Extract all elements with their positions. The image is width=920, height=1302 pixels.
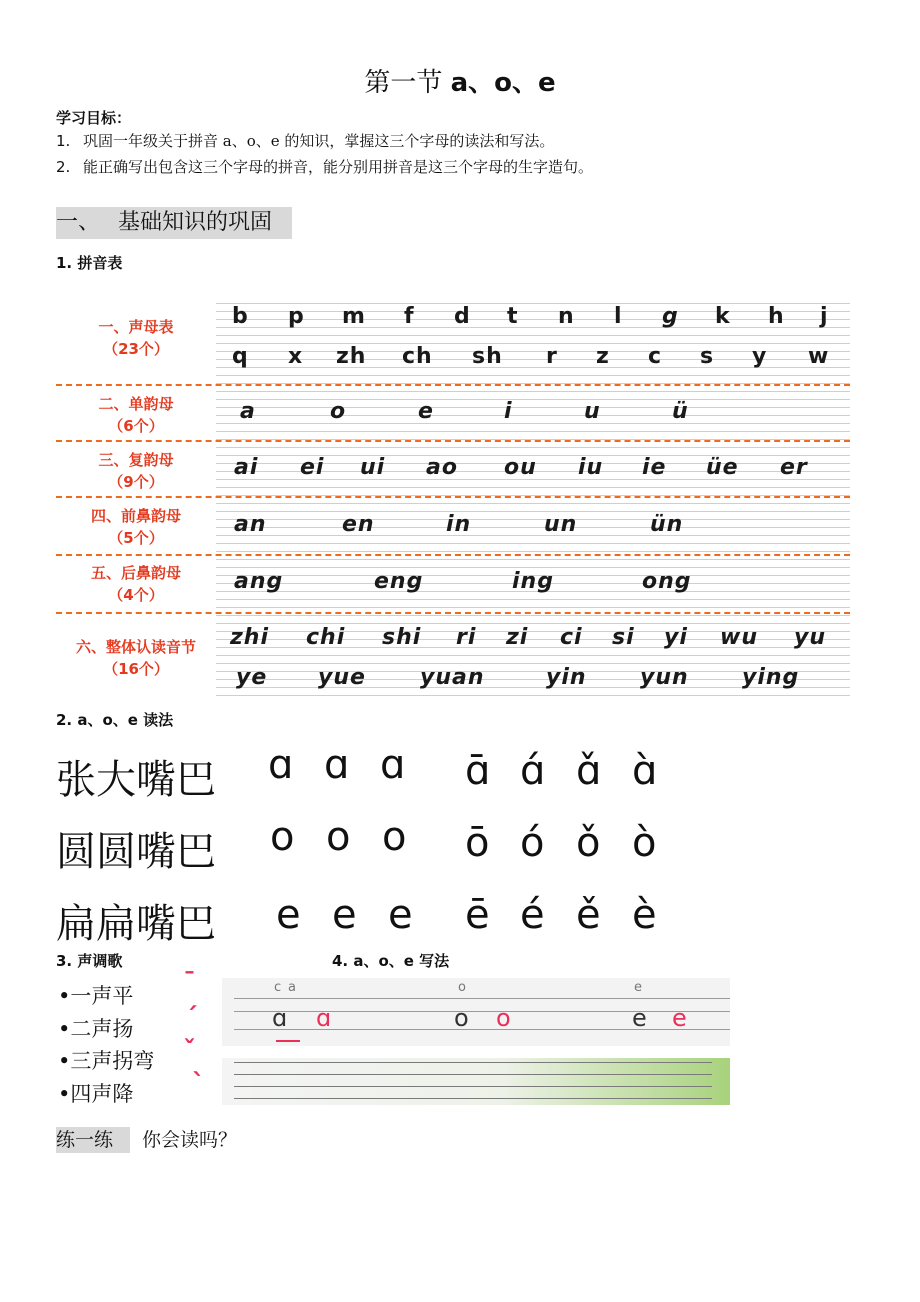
group-label bbox=[56, 505, 216, 549]
subheading-writing: 4. a、o、e 写法 bbox=[332, 952, 450, 970]
group-label bbox=[56, 636, 216, 680]
group-name: 二、单韵母 bbox=[98, 395, 174, 413]
third-tone-mark-icon: ˇ bbox=[183, 1036, 196, 1066]
pinyin-cell: ui bbox=[360, 455, 386, 480]
toned-letter: ō bbox=[465, 820, 490, 866]
tone-song-line: •三声拐弯 bbox=[58, 1049, 155, 1073]
group-count: （5个） bbox=[108, 529, 164, 547]
group-label bbox=[56, 449, 216, 493]
practice-prompt: 你会读吗？ bbox=[142, 1129, 238, 1151]
model-letter: e bbox=[632, 1004, 647, 1032]
pinyin-cell: chi bbox=[306, 625, 346, 650]
tone-song-line: •四声降 bbox=[58, 1082, 134, 1106]
pinyin-cell: g bbox=[662, 304, 679, 329]
group-count: （9个） bbox=[108, 473, 164, 491]
objective-text: 能正确写出包含这三个字母的拼音，能分别用拼音是这三个字母的生字造句。 bbox=[83, 158, 594, 176]
tone-song-line: •二声扬 bbox=[58, 1017, 134, 1041]
pinyin-cell: yun bbox=[640, 665, 689, 690]
fourth-tone-mark-icon: ˋ bbox=[192, 1069, 205, 1099]
objective-num: 1. bbox=[56, 132, 71, 150]
group-name: 三、复韵母 bbox=[98, 451, 174, 469]
pinyin-cell: ri bbox=[456, 625, 477, 650]
pinyin-cell: c bbox=[648, 344, 663, 369]
divider bbox=[56, 496, 850, 498]
plain-letter: o bbox=[270, 814, 295, 860]
pinyin-cell: ong bbox=[642, 569, 692, 594]
pinyin-cell: l bbox=[614, 304, 623, 329]
group-count: （6个） bbox=[108, 417, 164, 435]
pinyin-cell: in bbox=[446, 512, 472, 537]
pinyin-cell: k bbox=[715, 304, 731, 329]
subheading-tone-song: 3. 声调歌 bbox=[56, 952, 123, 970]
pinyin-cell: z bbox=[596, 344, 610, 369]
pinyin-cell: zi bbox=[506, 625, 529, 650]
pinyin-cell: ang bbox=[234, 569, 284, 594]
initials-row-1 bbox=[222, 304, 850, 334]
pinyin-cell: sh bbox=[472, 344, 503, 369]
model-letter: o bbox=[454, 1004, 469, 1032]
pinyin-cell: yuan bbox=[420, 665, 485, 690]
tone-song-line: •一声平 bbox=[58, 984, 134, 1008]
reading-label: 圆圆嘴巴 bbox=[56, 829, 216, 875]
grid-line bbox=[234, 1011, 730, 1012]
plain-letter: e bbox=[388, 892, 413, 938]
group-name: 六、整体认读音节 bbox=[75, 638, 196, 656]
pinyin-cell: r bbox=[546, 344, 558, 369]
pinyin-cell: ying bbox=[742, 665, 800, 690]
group-count: （4个） bbox=[108, 586, 164, 604]
grid-line bbox=[234, 1086, 712, 1087]
grid-line bbox=[234, 1062, 712, 1063]
pinyin-cell: eng bbox=[374, 569, 424, 594]
subheading-reading: 2. a、o、e 读法 bbox=[56, 711, 174, 729]
divider bbox=[56, 384, 850, 386]
section-title: 基础知识的巩固 bbox=[118, 210, 273, 235]
second-tone-mark-icon: ˊ bbox=[185, 1003, 198, 1033]
pinyin-cell: en bbox=[342, 512, 375, 537]
toned-letter: ɑ̀ bbox=[632, 748, 658, 794]
first-tone-mark-icon: ˉ bbox=[183, 968, 196, 998]
pinyin-cell: yi bbox=[664, 625, 688, 650]
pinyin-cell: yin bbox=[546, 665, 587, 690]
pinyin-cell: i bbox=[504, 399, 513, 424]
pinyin-cell: iu bbox=[578, 455, 604, 480]
divider bbox=[56, 440, 850, 442]
practice-tag: 练一练 bbox=[56, 1127, 130, 1153]
grid-line bbox=[234, 1029, 730, 1030]
pinyin-cell: zhi bbox=[230, 625, 270, 650]
back-nasal-row bbox=[222, 569, 850, 599]
reading-label: 扁扁嘴巴 bbox=[56, 901, 216, 947]
reading-label: 张大嘴巴 bbox=[56, 757, 216, 803]
pinyin-cell: ye bbox=[236, 665, 268, 690]
pinyin-cell: ün bbox=[650, 512, 684, 537]
pinyin-cell: ie bbox=[642, 455, 667, 480]
pinyin-cell: er bbox=[780, 455, 808, 480]
group-name: 一、声母表 bbox=[98, 318, 174, 336]
plain-letter: o bbox=[326, 814, 351, 860]
pinyin-cell: e bbox=[418, 399, 434, 424]
group-label bbox=[56, 562, 216, 606]
divider bbox=[56, 612, 850, 614]
toned-letter: ɑ́ bbox=[520, 748, 546, 794]
grid-line bbox=[234, 998, 730, 999]
toned-letter: é bbox=[520, 892, 545, 938]
pinyin-cell: a bbox=[240, 399, 256, 424]
initials-row-2 bbox=[222, 344, 850, 374]
toned-letter: ɑ̄ bbox=[465, 748, 491, 794]
pinyin-cell: shi bbox=[382, 625, 422, 650]
simple-finals-row bbox=[222, 399, 850, 429]
pinyin-cell: ch bbox=[402, 344, 433, 369]
pinyin-cell: ci bbox=[560, 625, 583, 650]
pinyin-cell: ou bbox=[504, 455, 537, 480]
pinyin-cell: d bbox=[454, 304, 471, 329]
pinyin-cell: j bbox=[820, 304, 829, 329]
pinyin-cell: s bbox=[700, 344, 715, 369]
writing-blank-lines bbox=[222, 1058, 730, 1105]
toned-letter: ě bbox=[576, 892, 601, 938]
group-count: （16个） bbox=[103, 660, 169, 678]
objectives-heading: 学习目标： bbox=[56, 109, 132, 127]
title-latin: a、o、e bbox=[450, 68, 556, 98]
whole-syllables-row-2 bbox=[222, 665, 850, 695]
compound-finals-row bbox=[222, 455, 850, 485]
pinyin-cell: p bbox=[288, 304, 305, 329]
toned-letter: è bbox=[632, 892, 657, 938]
toned-letter: ē bbox=[465, 892, 490, 938]
divider bbox=[56, 554, 850, 556]
stroke-order-letter: e bbox=[634, 980, 642, 995]
objective-item bbox=[56, 130, 554, 151]
pinyin-cell: f bbox=[404, 304, 415, 329]
pinyin-cell: yu bbox=[794, 625, 827, 650]
underline-mark bbox=[276, 1040, 300, 1042]
section-heading bbox=[56, 207, 292, 239]
pinyin-cell: b bbox=[232, 304, 249, 329]
pinyin-cell: ing bbox=[512, 569, 554, 594]
pinyin-cell: y bbox=[752, 344, 768, 369]
pinyin-cell: x bbox=[288, 344, 304, 369]
toned-letter: ǒ bbox=[576, 820, 601, 866]
plain-letter: e bbox=[332, 892, 357, 938]
plain-letter: ɑ bbox=[380, 742, 406, 788]
pinyin-cell: ai bbox=[234, 455, 259, 480]
pinyin-cell: n bbox=[558, 304, 575, 329]
pinyin-cell: yue bbox=[318, 665, 366, 690]
objective-num: 2. bbox=[56, 158, 71, 176]
plain-letter: o bbox=[382, 814, 407, 860]
stroke-order-letter: o bbox=[458, 980, 466, 995]
section-number: 一、 bbox=[56, 210, 101, 235]
stroke-order-letter: a bbox=[288, 980, 296, 995]
pinyin-cell: un bbox=[544, 512, 578, 537]
pinyin-cell: üe bbox=[706, 455, 739, 480]
pinyin-cell: q bbox=[232, 344, 249, 369]
objective-item bbox=[56, 156, 593, 177]
front-nasal-row bbox=[222, 512, 850, 542]
pinyin-cell: o bbox=[330, 399, 347, 424]
pinyin-cell: an bbox=[234, 512, 267, 537]
traced-letter: ɑ bbox=[316, 1004, 332, 1032]
plain-letter: e bbox=[276, 892, 301, 938]
pinyin-cell: si bbox=[612, 625, 635, 650]
pinyin-cell: ao bbox=[426, 455, 458, 480]
pinyin-cell: wu bbox=[720, 625, 758, 650]
title-cn: 第一节 bbox=[364, 68, 443, 98]
model-letter: ɑ bbox=[272, 1004, 288, 1032]
toned-letter: ɑ̌ bbox=[576, 748, 602, 794]
group-label bbox=[56, 393, 216, 437]
traced-letter: e bbox=[672, 1004, 687, 1032]
pinyin-cell: u bbox=[584, 399, 601, 424]
pinyin-cell: w bbox=[808, 344, 830, 369]
toned-letter: ó bbox=[520, 820, 545, 866]
subheading-pinyin-table: 1. 拼音表 bbox=[56, 254, 123, 272]
pinyin-cell: h bbox=[768, 304, 785, 329]
writing-practice-grid bbox=[222, 978, 730, 1046]
group-name: 四、前鼻韵母 bbox=[90, 507, 181, 525]
pinyin-cell: ei bbox=[300, 455, 325, 480]
plain-letter: ɑ bbox=[268, 742, 294, 788]
group-label bbox=[56, 316, 216, 360]
pinyin-chart bbox=[56, 296, 850, 698]
grid-line bbox=[234, 1074, 712, 1075]
grid-line bbox=[234, 1098, 712, 1099]
whole-syllables-row-1 bbox=[222, 625, 850, 655]
objective-text: 巩固一年级关于拼音 a、o、e 的知识，掌握这三个字母的读法和写法。 bbox=[83, 132, 555, 150]
pinyin-cell: m bbox=[342, 304, 366, 329]
traced-letter: o bbox=[496, 1004, 511, 1032]
pinyin-cell: zh bbox=[336, 344, 367, 369]
plain-letter: ɑ bbox=[324, 742, 350, 788]
toned-letter: ò bbox=[632, 820, 657, 866]
pinyin-cell: ü bbox=[672, 399, 689, 424]
group-name: 五、后鼻韵母 bbox=[90, 564, 181, 582]
page-title bbox=[0, 62, 920, 99]
stroke-order-letter: c bbox=[274, 980, 282, 995]
group-count: （23个） bbox=[103, 340, 169, 358]
pinyin-cell: t bbox=[507, 304, 519, 329]
